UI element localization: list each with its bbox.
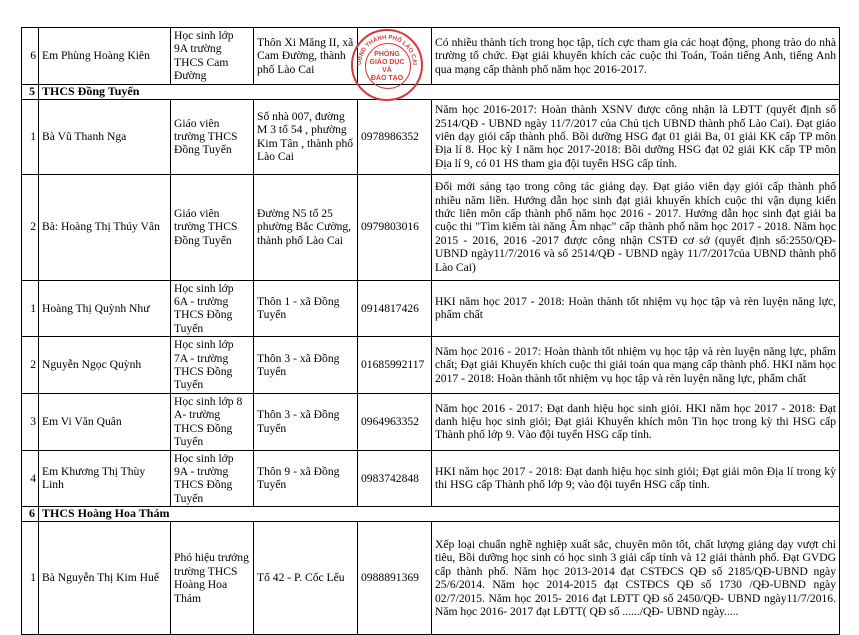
achievement-cell: Xếp loại chuẩn nghề nghiệp xuất sắc, chuyên môn tốt, chất lượng giảng dạy vượt chỉ tiêu, Bồi dưỡng học sinh có học sinh 3 giải cấp tỉnh và 12 giải thành phố. Đạt GVDG cấp thành phố. Năm học 2013-2014 đạt CSTĐCS QĐ số 2185/QĐ-UBND ngày 25/6/2014. Năm học 2014-2015 đạt CSTĐCS QĐ số 1730 /QĐ-UBND ngày 02/7/2015. Năm học 2015- 2016 đạt LĐTT QĐ số 2450/QĐ- UBND ngày11/7/2016. Năm học 2016- 2017 đạt LĐTT( QĐ số ....../QĐ- UBND ngày.....: [432, 522, 840, 635]
phone-cell: 0983742848: [358, 450, 432, 507]
table-row: [22, 393, 840, 450]
address-cell: Đường N5 tổ 25 phường Bắc Cường, thành phố Lào Cai: [254, 174, 358, 280]
position-cell: Giáo viên trường THCS Đồng Tuyển: [171, 174, 254, 280]
address-cell: Thôn 9 - xã Đồng Tuyển: [254, 450, 358, 507]
address-cell: Số nhà 007, đường M 3 tổ 54 , phường Kim Tân , thành phố Lào Cai: [254, 99, 358, 174]
address-cell: Thôn Xi Măng II, xã Cam Đường, thành phố Lào Cai: [254, 28, 358, 85]
position-cell: Phó hiệu trưởng trường THCS Hoàng Hoa Thám: [171, 522, 254, 635]
table-row: [22, 522, 840, 635]
table-row: [22, 280, 840, 337]
position-cell: Giáo viên trường THCS Đồng Tuyển: [171, 99, 254, 174]
seal-line-3: VÀ: [382, 67, 392, 74]
row-number: 1: [22, 99, 39, 174]
table-row: [22, 450, 840, 507]
seal-line-2: GIÁO DỤC: [369, 59, 405, 66]
position-cell: Học sinh lớp 9A trường THCS Cam Đường: [171, 28, 254, 85]
table-row: [22, 174, 840, 280]
person-name: Hoàng Thị Quỳnh Như: [39, 280, 171, 337]
row-number: 4: [22, 450, 39, 507]
seal-top-text: UBND THÀNH PHỐ LÀO CAI: [356, 34, 418, 66]
table-row: [22, 28, 840, 85]
position-cell: Học sinh lớp 6A - trường THCS Đồng Tuyển: [171, 280, 254, 337]
section-number: 6: [22, 507, 39, 522]
position-cell: Học sinh lớp 7A - trường THCS Đồng Tuyển: [171, 337, 254, 394]
phone-cell: 0914817426: [358, 280, 432, 337]
position-cell: Học sinh lớp 9A - trường THCS Đồng Tuyển: [171, 450, 254, 507]
phone-cell: 0979803016: [358, 174, 432, 280]
achievement-cell: Năm học 2016 - 2017: Đạt danh hiệu học sinh giỏi. HKI năm học 2017 - 2018: Đạt danh hiệu học sinh giỏi; Đạt giải Khuyến khích môn Tin học trong kỳ thi HSG cấp Thành phố lớp 9. Vào đội tuyển HSG cấp tỉnh.: [432, 393, 840, 450]
position-cell: Học sinh lớp 8 A- trường THCS Đồng Tuyển: [171, 393, 254, 450]
row-number: 2: [22, 174, 39, 280]
address-cell: Thôn 3 - xã Đồng Tuyển: [254, 337, 358, 394]
seal-line-4: ĐÀO TẠO: [370, 75, 404, 82]
achievement-cell: HKI năm học 2017 - 2018: Hoàn thành tốt nhiệm vụ học tập và rèn luyện năng lực, phẩm chất: [432, 280, 840, 337]
section-number: 5: [22, 84, 39, 99]
person-name: Bà: Hoàng Thị Thúy Vân: [39, 174, 171, 280]
phone-cell: 0964963352: [358, 393, 432, 450]
person-name: Em Vi Văn Quân: [39, 393, 171, 450]
row-number: 3: [22, 393, 39, 450]
person-name: Bà Vũ Thanh Nga: [39, 99, 171, 174]
achievement-cell: Năm học 2016-2017: Hoàn thành XSNV được công nhận là LĐTT (quyết định số 2514/QĐ - UBND ngày 11/7/2017 của Chủ tịch UBND thành phố Lào Cai). Đạt giáo viên dạy giỏi cấp thành phố. Bồi dưỡng HSG đạt 01 giải Ba, 01 giải KK cấp TP môn Địa lí 8. Học kỳ I năm học 2017-2018: Bồi dưỡng HSG đạt 02 giải KK cấp TP môn Địa lí 9, có 01 HS tham gia đội tuyển HSG cấp tỉnh.: [432, 99, 840, 174]
section-name: THCS Đồng Tuyển: [39, 84, 840, 99]
table-row: [22, 337, 840, 394]
section-header-row: [22, 507, 840, 522]
person-name: Em Phùng Hoàng Kiên: [39, 28, 171, 85]
row-number: 1: [22, 522, 39, 635]
official-seal-stamp: [351, 29, 423, 101]
achievement-cell: Có nhiều thành tích trong học tập, tích cực tham gia các hoạt động, phong trào do nhà trường tổ chức. Đạt giải khuyến khích các cuộc thi Toán, Toán tiếng Anh, tiếng Anh qua mạng cấp thành phố năm học 2016-2017.: [432, 28, 840, 85]
nominee-table: [21, 27, 840, 635]
row-number: 2: [22, 337, 39, 394]
person-name: Nguyễn Ngọc Quỳnh: [39, 337, 171, 394]
achievement-cell: HKI năm học 2017 - 2018: Đạt danh hiệu học sinh giỏi; Đạt giải môn Địa lí trong kỳ thi HSG cấp Thành phố lớp 9; vào đội tuyển HSG cấp tỉnh.: [432, 450, 840, 507]
phone-cell: 0978986352: [358, 99, 432, 174]
table-row: [22, 99, 840, 174]
person-name: Bà Nguyễn Thị Kim Huế: [39, 522, 171, 635]
achievement-cell: Năm học 2016 - 2017: Hoàn thành tốt nhiệm vụ học tập và rèn luyện năng lực, phẩm chất; Đạt giải Khuyến khích cuộc thi giải toán qua mạng cấp thành phố. HKI năm học 2017 - 2018: Hoàn thành tốt nhiệm vụ học tập và rèn luyện năng lực, phẩm chất: [432, 337, 840, 394]
address-cell: Tổ 42 - P. Cốc Lếu: [254, 522, 358, 635]
address-cell: Thôn 1 - xã Đồng Tuyển: [254, 280, 358, 337]
section-header-row: [22, 84, 840, 99]
person-name: Em Khương Thị Thùy Linh: [39, 450, 171, 507]
achievement-cell: Đổi mới sáng tạo trong công tác giảng dạy. Đạt giáo viên dạy giỏi cấp thành phố nhiều năm liền. Hướng dẫn học sinh đạt giải khuyến khích cuộc thi vận dụng kiến thức liên môn cấp thành phố năm học 2016 - 2017. Hướng dẫn học sinh đạt giải ba cuộc thi "Tìm kiếm tài năng Âm nhạc" cấp thành phố năm học 2017 - 2018. Năm học 2015 - 2016, 2016 -2017 được công nhận CSTĐ cơ sở (quyết định số:2550/QĐ-UBND ngày11/7/2016 và số 2514/QĐ - UBND ngày 11/7/2017của UBND thành phố Lào Cai): [432, 174, 840, 280]
seal-line-1: PHÒNG: [374, 51, 400, 58]
row-number: 6: [22, 28, 39, 85]
section-name: THCS Hoàng Hoa Thám: [39, 507, 840, 522]
row-number: 1: [22, 280, 39, 337]
phone-cell: 01685992117: [358, 337, 432, 394]
phone-cell: 0988891369: [358, 522, 432, 635]
address-cell: Thôn 3 - xã Đồng Tuyển: [254, 393, 358, 450]
